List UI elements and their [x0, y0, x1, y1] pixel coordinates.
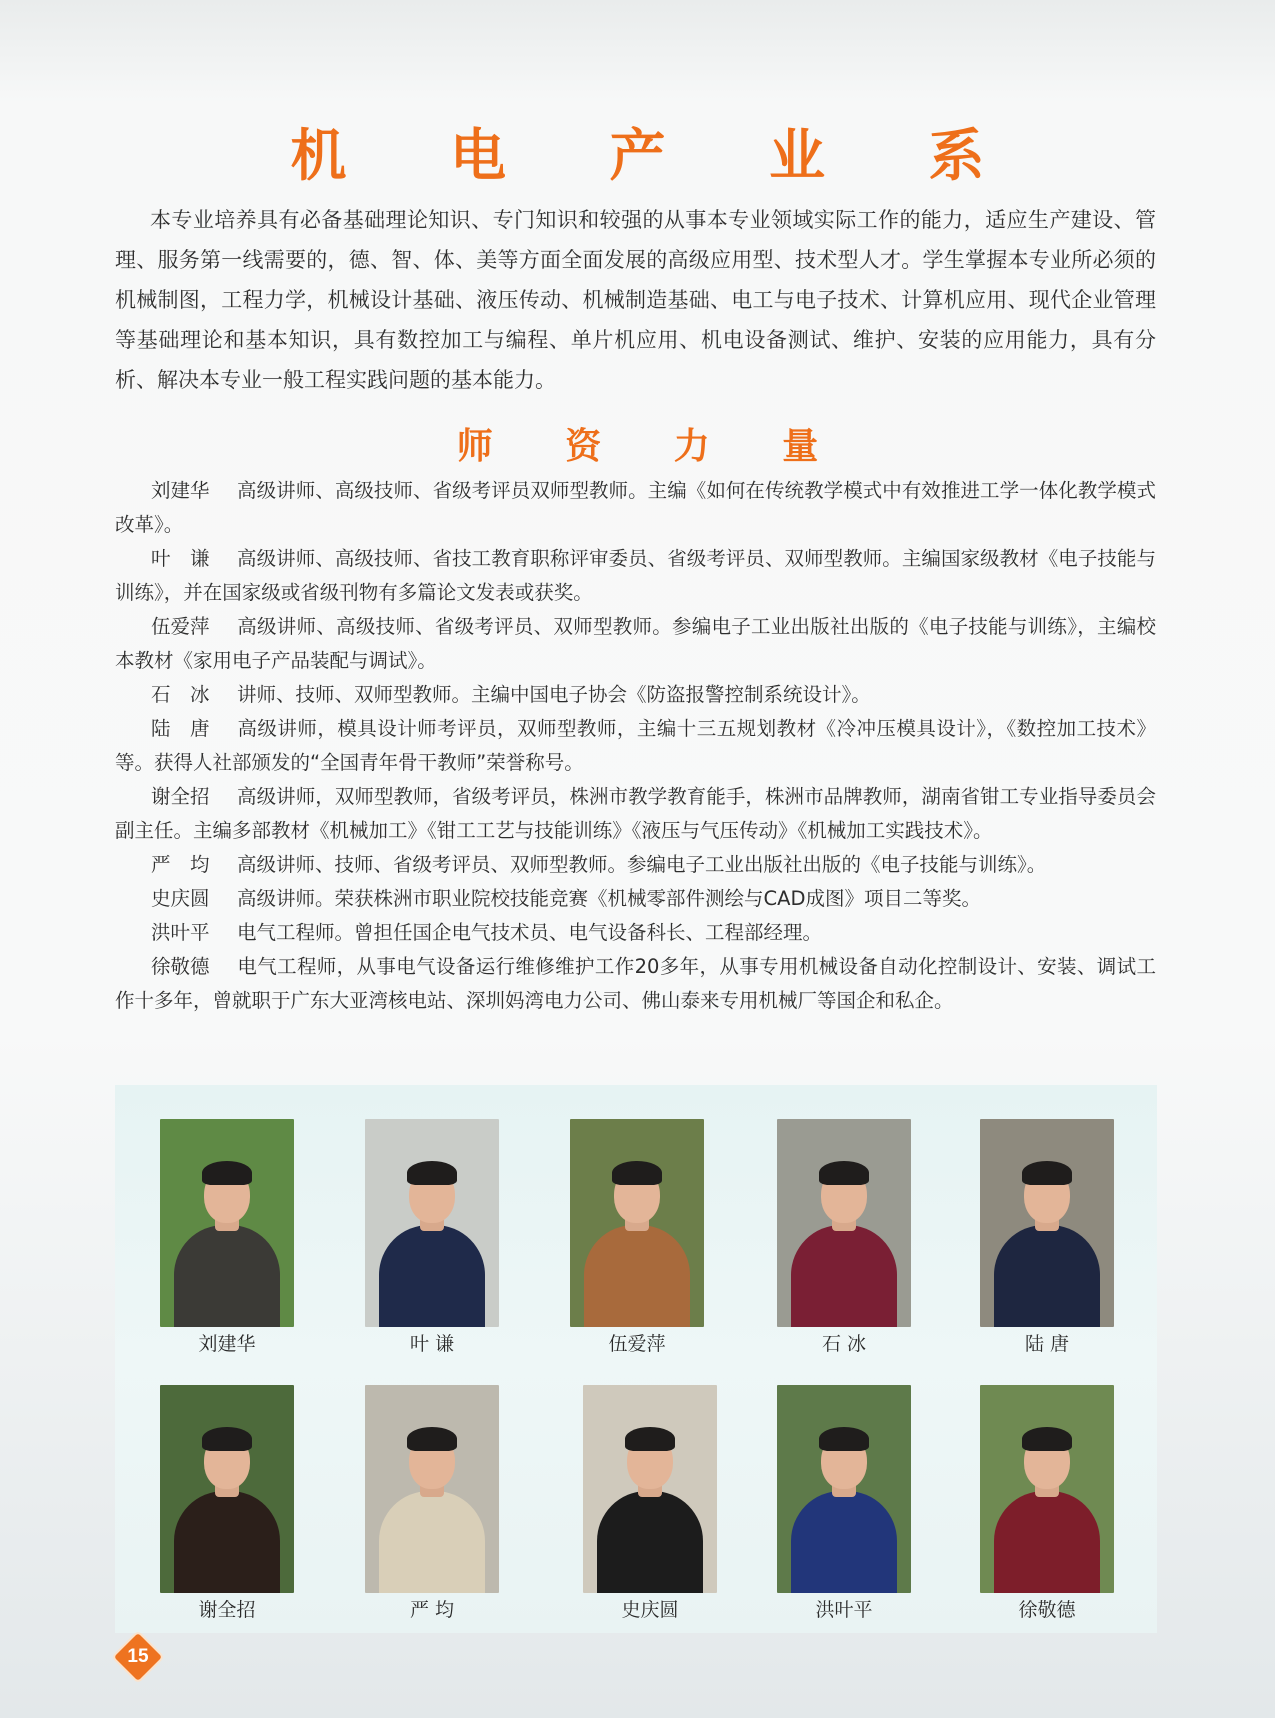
staff-description: 高级讲师，双师型教师，省级考评员，株洲市教学教育能手，株洲市品牌教师，湖南省钳工专业指导委员会副主任。主编多部教材《机械加工》《钳工工艺与技能训练》《液压与气压传动》《机械加工实践技术》。 [115, 785, 1156, 842]
staff-entry [115, 882, 1156, 916]
staff-name: 史庆圆 [151, 887, 210, 910]
photo-caption: 陆 唐 [1024, 1333, 1070, 1355]
staff-name: 刘建华 [151, 479, 210, 502]
photo-card [777, 1119, 911, 1357]
staff-name: 陆 唐 [151, 717, 210, 740]
staff-entry [115, 542, 1156, 610]
portrait-photo [570, 1119, 704, 1327]
staff-name: 徐敬德 [151, 955, 210, 978]
staff-description: 高级讲师。荣获株洲市职业院校技能竞赛《机械零部件测绘与CAD成图》项目二等奖。 [237, 887, 981, 910]
portrait-photo [160, 1385, 294, 1593]
photo-caption: 洪叶平 [815, 1599, 873, 1621]
portrait-photo [777, 1385, 911, 1593]
staff-description: 高级讲师，模具设计师考评员，双师型教师，主编十三五规划教材《冷冲压模具设计》，《数控加工技术》等。获得人社部颁发的“全国青年骨干教师”荣誉称号。 [115, 717, 1156, 774]
photo-caption: 史庆圆 [621, 1599, 679, 1621]
photo-caption: 徐敬德 [1018, 1599, 1076, 1621]
portrait-photo [980, 1119, 1114, 1327]
staff-entry [115, 474, 1156, 542]
section-title-faculty: 师 资 力 量 [456, 426, 849, 467]
staff-name: 石 冰 [151, 683, 210, 706]
photo-caption: 叶 谦 [409, 1333, 455, 1355]
staff-entry [115, 848, 1156, 882]
department-intro: 本专业培养具有必备基础理论知识、专门知识和较强的从事本专业领域实际工作的能力，适应生产建设、管理、服务第一线需要的，德、智、体、美等方面全面发展的高级应用型、技术型人才。学生掌握本专业所必须的机械制图，工程力学，机械设计基础、液压传动、机械制造基础、电工与电子技术、计算机应用、现代企业管理等基础理论和基本知识，具有数控加工与编程、单片机应用、机电设备测试、维护、安装的应用能力，具有分析、解决本专业一般工程实践问题的基本能力。 [115, 208, 1156, 392]
staff-description: 电气工程师，从事电气设备运行维修维护工作20多年，从事专用机械设备自动化控制设计、安装、调试工作十多年，曾就职于广东大亚湾核电站、深圳妈湾电力公司、佛山泰来专用机械厂等国企和私企。 [115, 955, 1156, 1012]
photo-card [777, 1385, 911, 1623]
staff-description: 高级讲师、高级技师、省级考评员双师型教师。主编《如何在传统教学模式中有效推进工学一体化教学模式改革》。 [115, 479, 1156, 536]
faculty-photo-gallery [115, 1085, 1157, 1633]
staff-name: 叶 谦 [151, 547, 210, 570]
photo-caption: 刘建华 [198, 1333, 256, 1355]
staff-description: 高级讲师、高级技师、省级考评员、双师型教师。参编电子工业出版社出版的《电子技能与训练》，主编校本教材《家用电子产品装配与调试》。 [115, 615, 1156, 672]
staff-name: 洪叶平 [151, 921, 210, 944]
staff-description: 讲师、技师、双师型教师。主编中国电子协会《防盗报警控制系统设计》。 [237, 683, 871, 706]
portrait-photo [365, 1385, 499, 1593]
staff-entry [115, 916, 1156, 950]
faculty-list [115, 474, 1156, 1018]
photo-caption: 伍爱萍 [608, 1333, 666, 1355]
staff-entry [115, 610, 1156, 678]
photo-card [980, 1385, 1114, 1623]
portrait-photo [980, 1385, 1114, 1593]
page-title: 机 电 产 业 系 [290, 124, 1027, 189]
staff-entry [115, 780, 1156, 848]
staff-name: 伍爱萍 [151, 615, 210, 638]
photo-card [583, 1385, 717, 1623]
staff-entry [115, 678, 1156, 712]
photo-card [365, 1119, 499, 1357]
photo-card [160, 1119, 294, 1357]
photo-card [160, 1385, 294, 1623]
photo-card [980, 1119, 1114, 1357]
staff-name: 严 均 [151, 853, 210, 876]
photo-caption: 严 均 [409, 1599, 455, 1621]
staff-entry [115, 712, 1156, 780]
portrait-photo [583, 1385, 717, 1593]
portrait-photo [160, 1119, 294, 1327]
portrait-photo [777, 1119, 911, 1327]
staff-description: 高级讲师、技师、省级考评员、双师型教师。参编电子工业出版社出版的《电子技能与训练》。 [237, 853, 1047, 876]
portrait-photo [365, 1119, 499, 1327]
photo-caption: 石 冰 [821, 1333, 867, 1355]
photo-caption: 谢全招 [198, 1599, 256, 1621]
staff-description: 电气工程师。曾担任国企电气技术员、电气设备科长、工程部经理。 [237, 921, 823, 944]
page-number: 15 [127, 1646, 149, 1667]
staff-description: 高级讲师、高级技师、省技工教育职称评审委员、省级考评员、双师型教师。主编国家级教材《电子技能与训练》，并在国家级或省级刊物有多篇论文发表或获奖。 [115, 547, 1156, 604]
page-number-badge [114, 1633, 162, 1681]
photo-card [570, 1119, 704, 1357]
photo-card [365, 1385, 499, 1623]
staff-name: 谢全招 [151, 785, 210, 808]
staff-entry [115, 950, 1156, 1018]
